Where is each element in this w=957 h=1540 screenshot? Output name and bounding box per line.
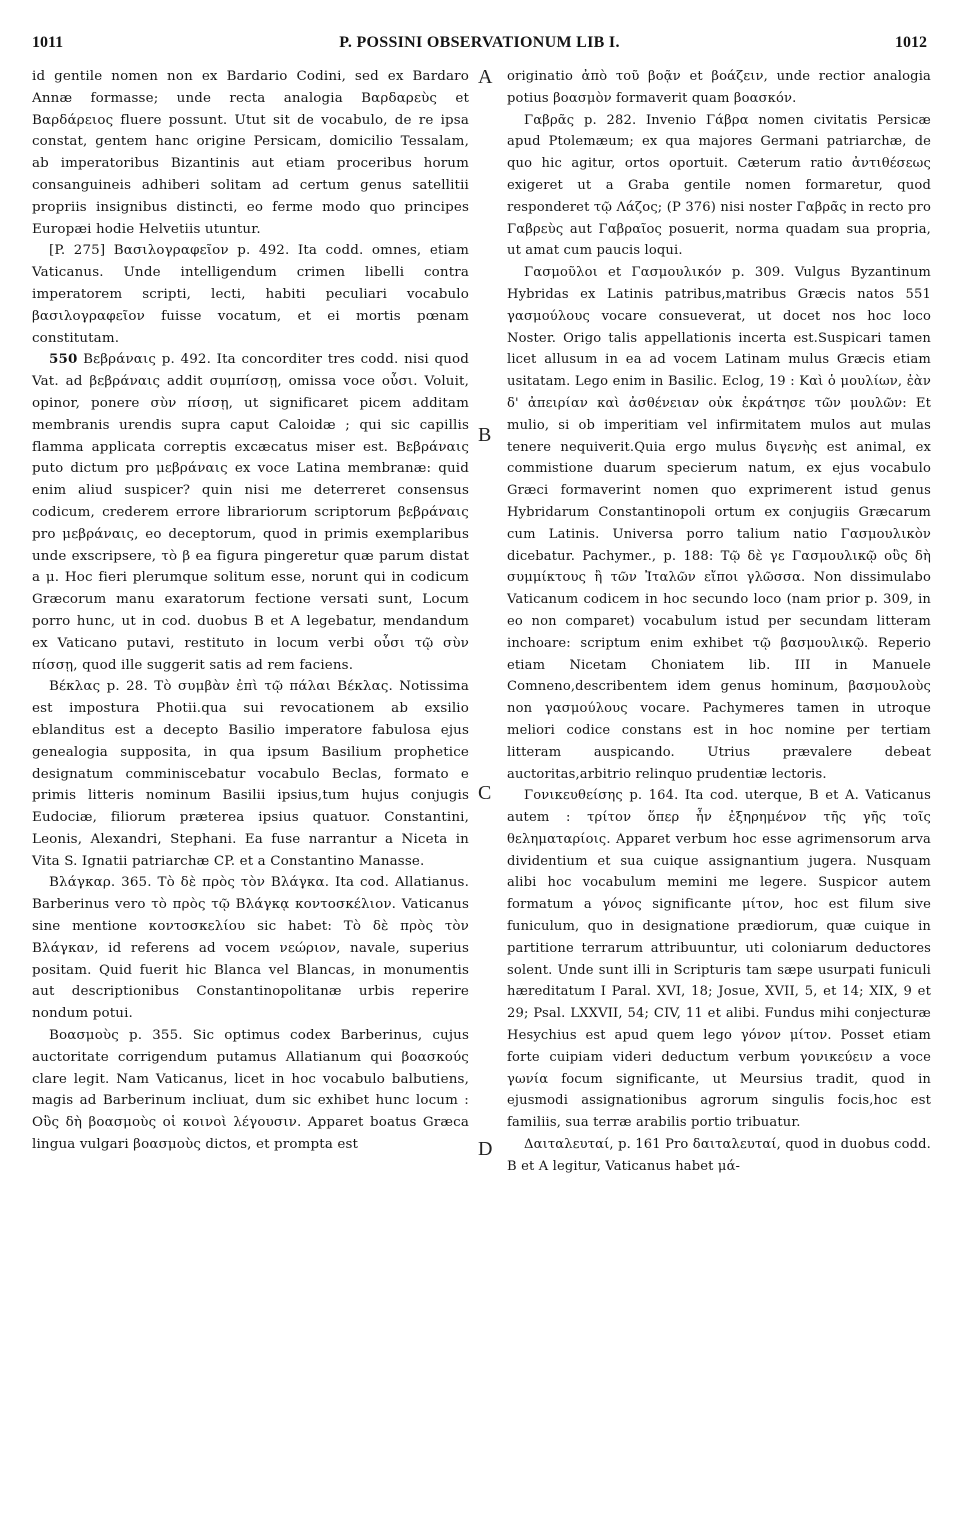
margin-letter-b: B [478, 424, 492, 446]
paragraph [507, 785, 931, 1134]
running-title: P. POSSINI OBSERVATIONUM LIB I. [339, 34, 620, 51]
paragraph [32, 676, 469, 872]
left-column [32, 66, 469, 1156]
margin-letter-a: A [478, 66, 493, 88]
paragraph-text: Δαιταλευταί, p. 161 Pro δαιταλευταί, quod in duobus codd. B et A legitur, Vaticanus habet μά- [507, 1137, 931, 1174]
section-number: 550 [49, 351, 78, 368]
page-number-right: 1012 [895, 34, 927, 51]
paragraph [507, 262, 931, 785]
paragraph [507, 1134, 931, 1178]
page-number-left: 1011 [32, 34, 64, 51]
paragraph-text: Γονικευθείσης p. 164. Ita cod. uterque, B et A. Vaticanus autem : τρίτον ὅπερ ἦν ἐξηρημένον τῆς γῆς τοῖς θεληματαρίοις. Apparet verbum hoc esse agrimensorum arva dividentium et sua cuique assignantium jugera. Nusquam alibi hoc vocabulum memini me legere. Suspicor autem formatum a γόνος significante μίτον, hoc est filum sive funiculum, quo in designatione prædiorum, quæ cuique in partitione terrarum attribuuntur, uti coloniarum deductores solent. Unde sunt illi in Scripturis tam sæpe usurpati funiculi hæreditatum I Paral. XVI, 18; Josue, XVII, 5, et 14; XIX, 9 et 29; Psal. LXXVII, 54; CIV, 11 et alibi. Fundus mihi conjecturæ Hesychius est apud quem lego γόνον μίτον. Posset etiam forte cuipiam videri deductum verbum γονικεύειν a voce γωνία focum significante, ut Meursius tradit, quod in ejusmodi assignationibus agrorum singulis focis,hoc est familiis, sua terræ arabilis portio tribuatur. [507, 788, 931, 1131]
paragraph [32, 66, 469, 240]
paragraph-text: Βοασμοὺς p. 355. Sic optimus codex Barberinus, cujus auctoritate corrigendum putamus Allatianum qui βοασκούς clare legit. Nam Vaticanus, licet in hoc vocabulo balbutiens, magis ad Barberinum incliuat, dum sic exhibet hunc locum : Οὓς δὴ βοασμοὺς οἱ κοινοὶ λέγουσιν. Apparet boatus Græca lingua vulgari βοασμοὺς dictos, et prompta est [32, 1028, 469, 1153]
paragraph-text: Βλάγκαρ. 365. Τὸ δὲ πρὸς τὸν Βλάγκα. Ita cod. Allatianus. Barberinus vero τὸ πρὸς τῷ Βλάγκᾳ κοντοσκέλιον. Vaticanus sine mentione κοντοσκελίου sic habet: Τὸ δὲ πρὸς τὸν Βλάγκαν, id referens ad vocem νεώριον, navale, superius positam. Quid fuerit hic Blanca vel Blancas, in monumentis aut descriptionibus Constantinopolitanæ urbis reperire nondum potui. [32, 875, 469, 1022]
margin-letter-d: D [478, 1138, 493, 1160]
right-column [507, 66, 931, 1178]
paragraph-text: Γασμοῦλοι et Γασμουλικόν p. 309. Vulgus Byzantinum Hybridas ex Latinis patribus,matribus Græcis natos 551 γασμούλους vocare consueverat, ut docet nos hoc loco Noster. Origo talis appellationis incerta est.Suspicari tamen licet allusum in ea ad vocem Latinam mulus Græcis etiam usitatam. Lego enim in Basilic. Eclog, 19 : Καὶ ὁ μουλίων, ἐὰν δ' ἀπειρίαν καὶ ἀσθένειαν οὐκ ἐκράτησε τῶν μουλῶν: Et mulio, si ob imperitiam vel infirmitatem mulos aut mulas tenere nequiverit.Quia ergo mulus διγενὴς est animal, ex commistione duarum specierum natum, ex ejus vocabulo Græci formaverint nomen quo exprimerent istud genus Hybridarum Constantinopoli ortum ex conjugiis Græcarum cum Latinis. Universa porro talium natio Γασμουλικὸν dicebatur. Pachymer., p. 188: Τῷ δὲ γε Γασμουλικῷ οὓς δὴ συμμίκτους ἢ τῶν Ἰταλῶν εἴποι γλῶσσα. Non dissimulabo Vaticanum codicem in hoc secundo loco (nam prior p. 309, in eo non comparet) vocabulum istud per secundam litteram inchoare: scriptum enim exhibet τῷ βασμουλικῷ. Reperio etiam Nicetam Choniatem lib. III in Manuele Comneno,describentem idem genus hominum, βασμουλοὺς non γασμούλους vocare. Pachymeres tamen in utroque meliori codice constans est in hoc nomine per tertiam litteram auspicando. Utrius prævalere debeat auctoritas,arbitrio relinquo prudentiæ lectoris. [507, 265, 931, 782]
paragraph-text: Γαβρᾶς p. 282. Invenio Γάβρα nomen civitatis Persicæ apud Ptolemæum; ex qua majores Germani patriarchæ, de quo hic agitur, ortos oportuit. Cæterum ratio ἀντιθέσεως exigeret ut a Graba gentile nomen formaretur, quod responderet τῷ Λάζος; (P 376) nisi noster Γαβρᾶς in recto pro Γαβρεὺς aut Γαβραῖος posuerit, norma quadam sua propria, ut amat cum paucis loqui. [507, 112, 931, 259]
paragraph-text: Βέκλας p. 28. Τὸ συμβὰν ἐπὶ τῷ πάλαι Βέκλας. Notissima est impostura Photii.qua sui revocationem ab exsilio eblanditus est a decepto Basilio imperatore fabulosa ejus genealogia supposita, in qua ipsum Basilium prophetice designatum comminiscebatur vocabulo Beclas, formato e primis litteris nominum Basilii ipsius,tum hujus conjugis Eudociæ, filiorum præterea ipsius quatuor. Constantini, Leonis, Alexandri, Stephani. Ea fuse narrantur a Niceta in Vita S. Ignatii patriarchæ CP. et a Constantino Manasse. [32, 679, 469, 869]
paragraph [32, 240, 469, 349]
paragraph-text: id gentile nomen non ex Bardario Codini, sed ex Bardaro Annæ formasse; unde recta analogia Βαρδαρεὺς et Βαρδάρειος fluere possunt. Utut sit de vocabulo, de re ipsa constat, gentem hanc origine Persicam, domicilio Tessalam, ab imperatoribus Bizantinis aut etiam proceribus horum consanguineis adhiberi solitam ad certum genus satellitii propriis insignibus distincti, eo ferme modo quo principes Europæi hodie Helvetiis utuntur. [32, 69, 469, 237]
running-header [32, 34, 927, 58]
paragraph [32, 349, 469, 676]
paragraph-text: originatio ἀπὸ τοῦ βοᾷν et βοάζειν, unde rectior analogia potius βοασμὸν formaverit quam βοασκόν. [507, 69, 931, 106]
paragraph-text: [P. 275] Βασιλογραφεῖον p. 492. Ita codd. omnes, etiam Vaticanus. Unde intelligendum crimen libelli contra imperatorem scripti, lecti, habiti peculiari vocabulo βασιλογραφεῖον fuisse vocatum, et ei mortis pœnam constitutam. [32, 243, 469, 346]
paragraph [507, 66, 931, 110]
paragraph [507, 110, 931, 263]
paragraph [32, 1025, 469, 1156]
paragraph-text: Βεβράναις p. 492. Ita concorditer tres codd. nisi quod Vat. ad βεβράναις addit συμπίσσῃ, omissa voce οὖσι. Voluit, opinor, ponere σὺν πίσσῃ, ut significaret picem additam membranis urendis supra caput Caloidæ ; qui sic capillis flamma applicata correptis excæcatus miser est. Βεβράναις puto dictum pro μεβράναις ex voce Latina membranæ: quid enim aliud suspicer? quin nisi me deterreret consensus codicum, crederem errore librariorum scriptorum βεβράναις pro μεβράναις, eo deceptorum, quod in primis exemplaribus unde exscripsere, τὸ β ea figura pingeretur quæ parum distat a μ. Hoc fieri plerumque solitum esse, norunt qui in codicum Græcorum manu exaratorum fectione versati sunt, Locum porro hunc, ut in cod. duobus B et A legebatur, mendandum ex Vaticano putavi, restituto in locum verbi οὖσι τῷ σὺν πίσσῃ, quod ille suggerit satis ad rem faciens. [32, 352, 469, 673]
paragraph [32, 872, 469, 1025]
margin-letter-c: C [478, 782, 492, 804]
